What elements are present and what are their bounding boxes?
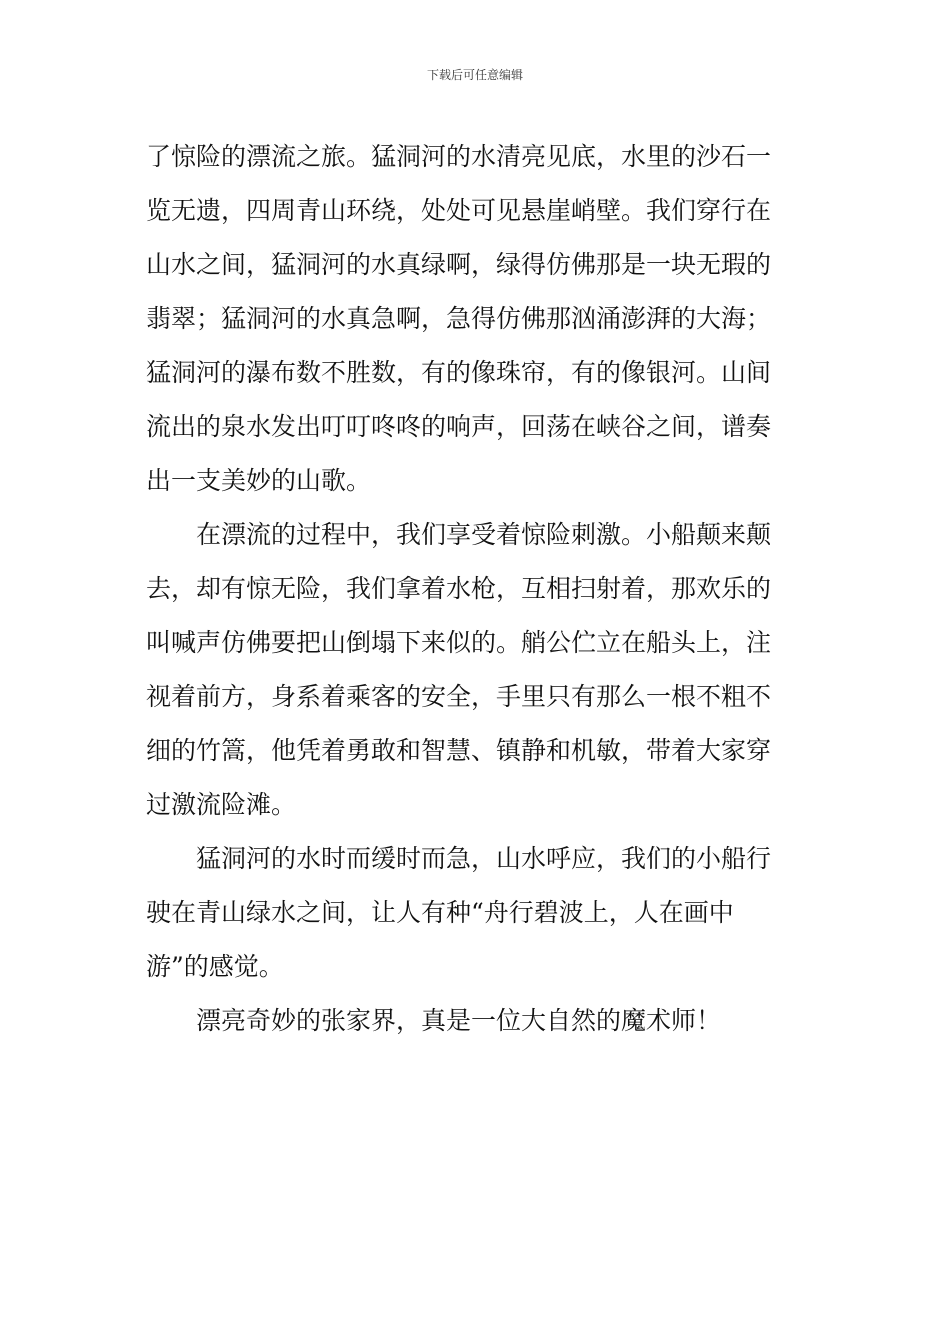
text-line: 了惊险的漂流之旅。猛洞河的水清亮见底，水里的沙石一 [146, 142, 772, 171]
paragraph-3 [146, 832, 806, 994]
text-line: 叫喊声仿佛要把山倒塌下来似的。艄公伫立在船头上，注 [146, 628, 772, 657]
paragraph-1 [146, 130, 806, 508]
text-line: 游”的感觉。 [146, 952, 284, 981]
text-line: 驶在青山绿水之间，让人有种“舟行碧波上，人在画中 [146, 898, 734, 927]
text-line: 漂亮奇妙的张家界，真是一位大自然的魔术师！ [196, 1006, 722, 1035]
page-header-note: 下载后可任意编辑 [426, 68, 523, 82]
text-line: 翡翠；猛洞河的水真急啊，急得仿佛那汹涌澎湃的大海； [146, 304, 772, 333]
paragraph-2 [146, 508, 806, 832]
text-line: 细的竹篙，他凭着勇敢和智慧、镇静和机敏，带着大家穿 [146, 736, 772, 765]
text-line: 出一支美妙的山歌。 [146, 466, 372, 495]
text-line: 在漂流的过程中，我们享受着惊险刺激。小船颠来颠 [196, 520, 772, 549]
text-line: 过激流险滩。 [146, 790, 297, 819]
paragraph-4 [146, 994, 806, 1048]
text-line: 猛洞河的瀑布数不胜数，有的像珠帘，有的像银河。山间 [146, 358, 772, 387]
text-line: 猛洞河的水时而缓时而急，山水呼应，我们的小船行 [196, 844, 772, 873]
document-body [146, 130, 806, 1048]
text-line: 览无遗，四周青山环绕，处处可见悬崖峭壁。我们穿行在 [146, 196, 772, 225]
text-line: 流出的泉水发出叮叮咚咚的响声，回荡在峡谷之间，谱奏 [146, 412, 772, 441]
text-line: 去，却有惊无险，我们拿着水枪，互相扫射着，那欢乐的 [146, 574, 772, 603]
text-line: 视着前方，身系着乘客的安全，手里只有那么一根不粗不 [146, 682, 772, 711]
text-line: 山水之间，猛洞河的水真绿啊，绿得仿佛那是一块无瑕的 [146, 250, 772, 279]
